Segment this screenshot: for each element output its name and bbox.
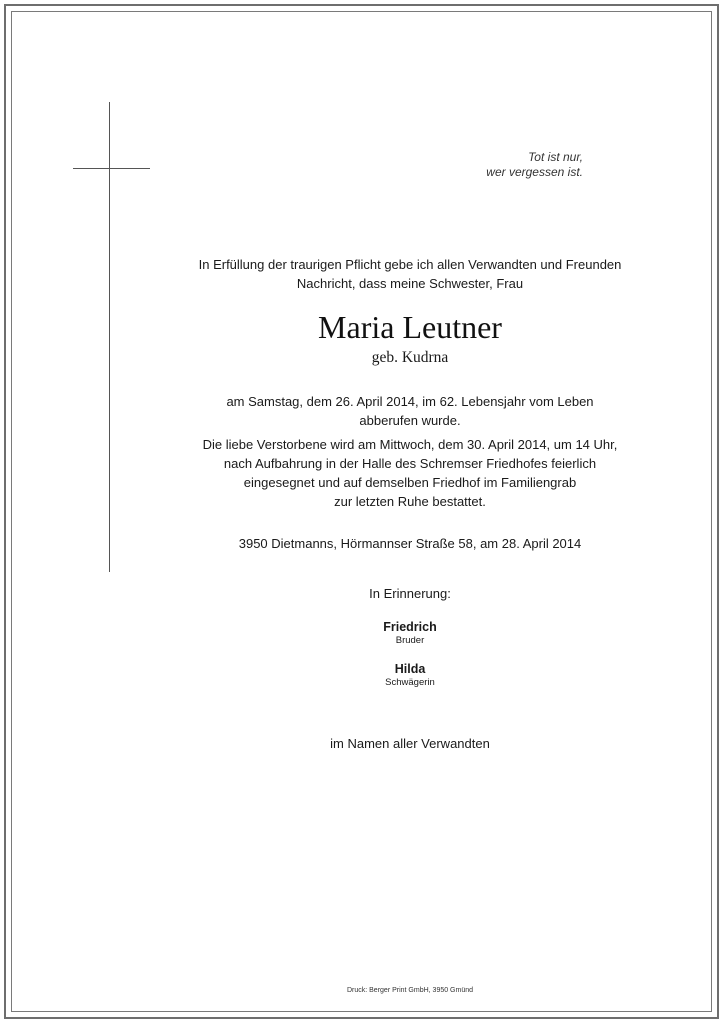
funeral-line-2: nach Aufbahrung in der Halle des Schremser Friedhofes feierlich [223,456,597,471]
motto [486,150,583,180]
deceased-name: Maria Leutner [318,309,502,345]
motto-line-2: wer vergessen ist. [486,165,583,179]
maiden-name: geb. Kudrna [371,349,449,366]
cross-icon-beam [73,168,150,169]
death-notice [120,392,700,430]
mourner-name: Friedrich [383,620,437,634]
funeral-line-4: zur letzten Ruhe bestattet. [334,494,486,509]
death-line-2: abberufen wurde. [359,413,461,428]
intro-text [120,255,700,293]
printer-credit: Druck: Berger Print GmbH, 3950 Gmünd [346,987,474,994]
intro-line-1: In Erfüllung der traurigen Pflicht gebe ich allen Verwandten und Freunden [198,257,622,272]
funeral-line-1: Die liebe Verstorbene wird am Mittwoch, dem 30. April 2014, um 14 Uhr, [202,437,618,452]
cross-icon [109,102,110,572]
closing-line: im Namen aller Verwandten [330,736,490,751]
mourner-name: Hilda [394,662,426,676]
mourner-relation: Bruder [395,635,425,646]
intro-line-2: Nachricht, dass meine Schwester, Frau [296,276,524,291]
mourner-relation: Schwägerin [385,677,435,688]
memory-heading: In Erinnerung: [369,586,451,601]
funeral-line-3: eingesegnet und auf demselben Friedhof im Familiengrab [243,475,577,490]
death-line-1: am Samstag, dem 26. April 2014, im 62. Lebensjahr vom Leben [226,394,594,409]
inner-border [11,11,712,1012]
motto-line-1: Tot ist nur, [528,150,583,164]
place-date: 3950 Dietmanns, Hörmannser Straße 58, am 28. April 2014 [238,536,582,551]
mourner [120,661,700,689]
funeral-details [120,435,700,511]
mourner [120,619,700,647]
